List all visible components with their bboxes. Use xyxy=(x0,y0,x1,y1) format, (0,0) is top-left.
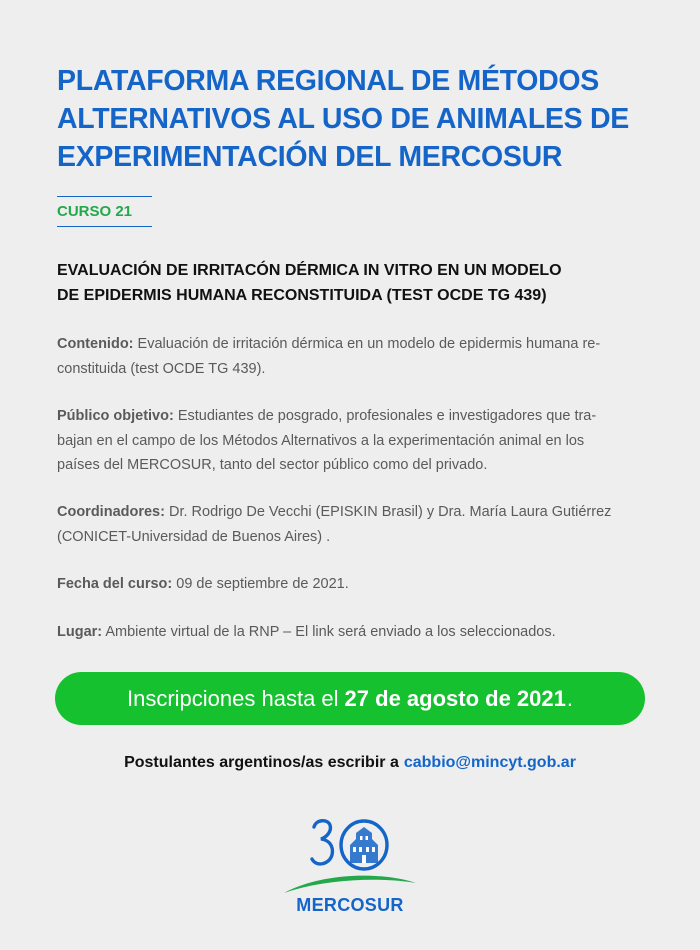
mercosur-30-years-logo-icon xyxy=(280,815,420,897)
publico-text-2: bajan en el campo de los Métodos Alternativos a la experimentación animal en los xyxy=(57,432,585,449)
coordinadores-label: Coordinadores: xyxy=(57,504,165,520)
coordinadores-paragraph xyxy=(57,500,657,549)
contenido-paragraph xyxy=(57,332,657,381)
publico-label: Público objetivo: xyxy=(57,408,174,424)
course-divider-top xyxy=(57,196,152,197)
fecha-paragraph xyxy=(57,572,657,597)
fecha-text: 09 de septiembre de 2021. xyxy=(172,576,349,592)
fecha-label: Fecha del curso: xyxy=(57,576,173,592)
fecha-line xyxy=(57,572,657,597)
page-title xyxy=(57,62,667,176)
contact-line xyxy=(0,752,700,774)
mercosur-30-logo xyxy=(280,815,420,920)
publico-paragraph xyxy=(57,404,657,478)
registration-deadline-banner xyxy=(55,672,645,725)
contact-text: Postulantes argentinos/as escribir a xyxy=(124,754,399,771)
contenido-text-1: Evaluación de irritación dérmica en un modelo de epidermis humana re- xyxy=(133,336,601,352)
cta-suffix: . xyxy=(566,685,573,711)
publico-line-1 xyxy=(57,404,657,429)
title-line-3: EXPERIMENTACIÓN DEL MERCOSUR xyxy=(57,141,563,173)
lugar-paragraph xyxy=(57,620,657,645)
contact-email-link[interactable]: cabbio@mincyt.gob.ar xyxy=(403,754,576,771)
lugar-line xyxy=(57,620,657,645)
publico-text-1: Estudiantes de posgrado, profesionales e investigadores que tra- xyxy=(173,408,597,424)
course-title-line-1: EVALUACIÓN DE IRRITACÓN DÉRMICA IN VITRO EN UN MODELO xyxy=(57,262,562,279)
mercosur-wordmark: MERCOSUR xyxy=(296,895,404,915)
cta-date: 27 de agosto de 2021 xyxy=(344,685,566,711)
title-line-1: PLATAFORMA REGIONAL DE MÉTODOS xyxy=(57,65,600,97)
course-title xyxy=(57,258,667,308)
contenido-label: Contenido: xyxy=(57,336,134,352)
coordinadores-line-1 xyxy=(57,500,657,525)
title-line-2: ALTERNATIVOS AL USO DE ANIMALES DE xyxy=(57,103,629,135)
coordinadores-text-1: Dr. Rodrigo De Vecchi (EPISKIN Brasil) y Dra. María Laura Gutiérrez xyxy=(164,504,612,520)
coordinadores-text-2: (CONICET-Universidad de Buenos Aires) . xyxy=(57,528,331,545)
lugar-text: Ambiente virtual de la RNP – El link será enviado a los seleccionados. xyxy=(102,624,556,640)
contenido-line-1 xyxy=(57,332,657,357)
course-divider-bottom xyxy=(57,226,152,227)
course-label: CURSO 21 xyxy=(57,203,133,220)
publico-text-3: países del MERCOSUR, tanto del sector público como del privado. xyxy=(57,457,488,473)
contenido-text-2: constituida (test OCDE TG 439). xyxy=(57,360,266,377)
course-title-line-2: DE EPIDERMIS HUMANA RECONSTITUIDA (TEST OCDE TG 439) xyxy=(57,287,547,304)
cta-prefix: Inscripciones hasta el xyxy=(126,685,339,711)
lugar-label: Lugar: xyxy=(57,624,103,640)
